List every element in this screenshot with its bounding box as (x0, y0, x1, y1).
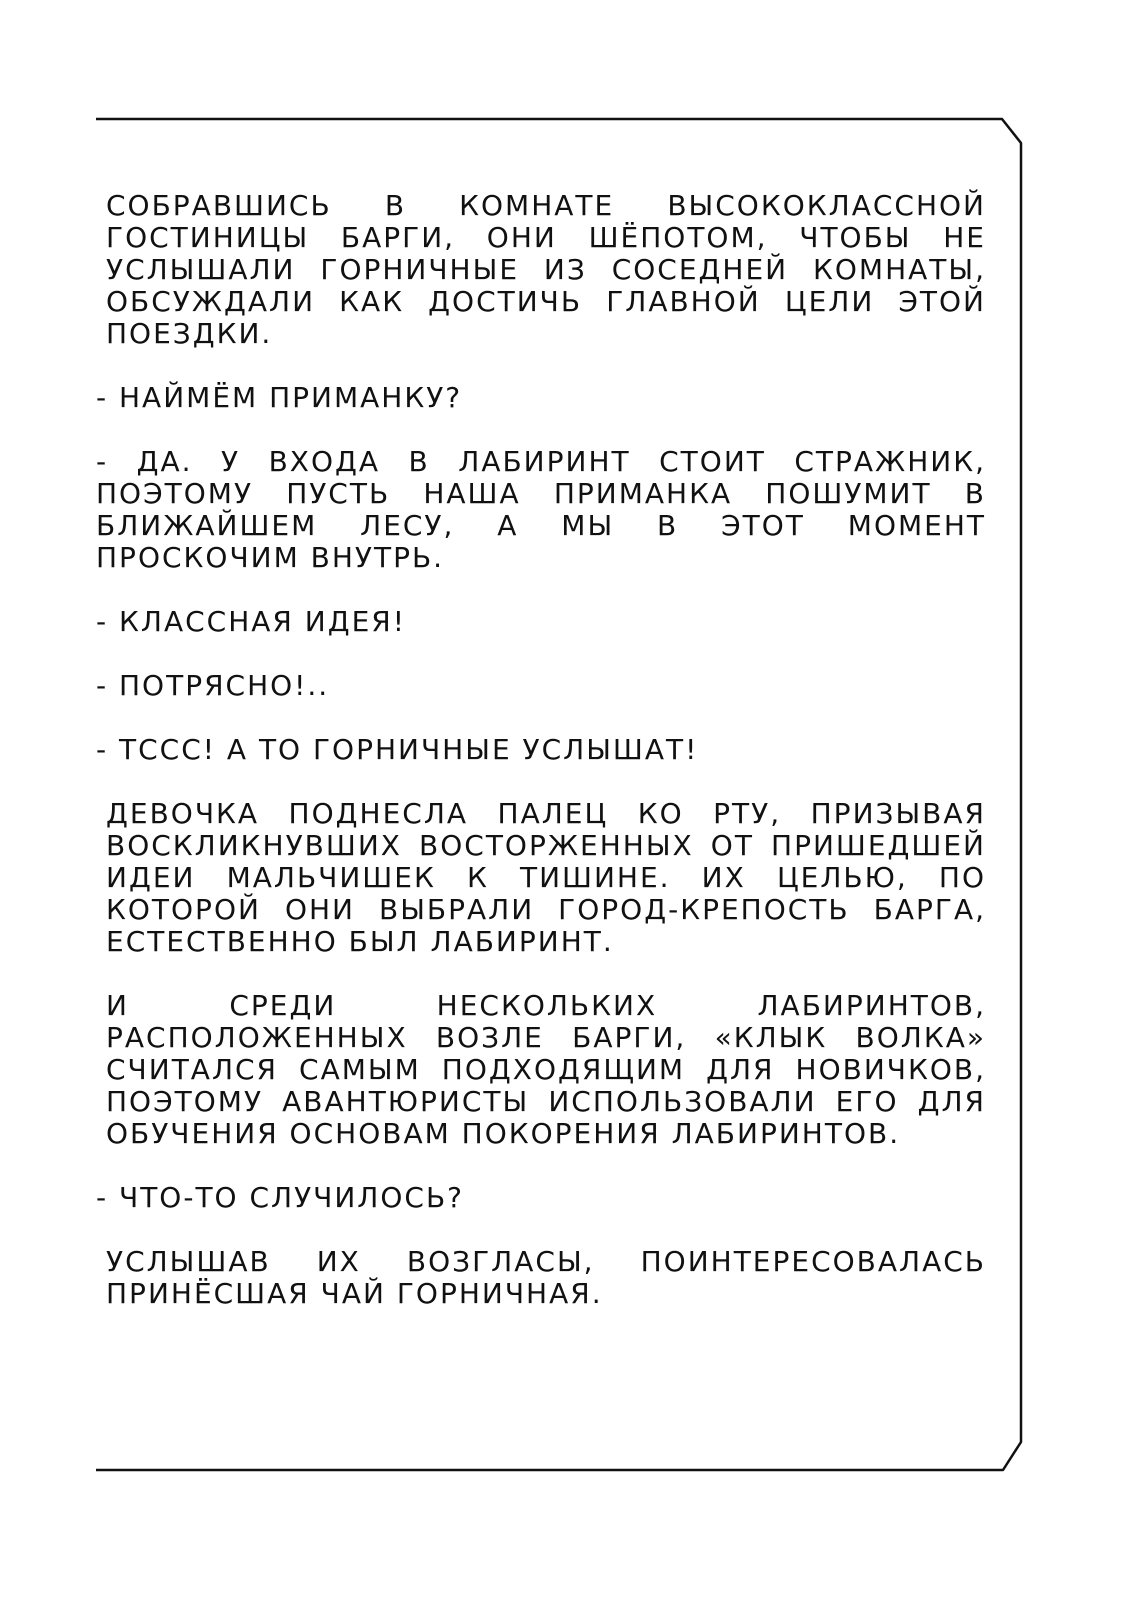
text-block (96, 189, 986, 1342)
dialog-line: - ТССС! А ТО ГОРНИЧНЫЕ УСЛЫШАТ! (96, 733, 699, 766)
narration-paragraph: СОБРАВШИСЬ В КОМНАТЕ ВЫСОКОКЛАССНОЙ ГОСТИНИЦЫ БАРГИ, ОНИ ШЁПОТОМ, ЧТОБЫ НЕ УСЛЫШАЛИ ГОРНИЧНЫЕ ИЗ СОСЕДНЕЙ КОМНАТЫ, ОБСУЖДАЛИ КАК ДОСТИЧЬ ГЛАВНОЙ ЦЕЛИ ЭТОЙ ПОЕЗДКИ. (106, 189, 986, 350)
dialog-line: - КЛАССНАЯ ИДЕЯ! (96, 605, 406, 638)
narration-paragraph: ДЕВОЧКА ПОДНЕСЛА ПАЛЕЦ КО РТУ, ПРИЗЫВАЯ ВОСКЛИКНУВШИХ ВОСТОРЖЕННЫХ ОТ ПРИШЕДШЕЙ ИДЕИ МАЛЬЧИШЕК К ТИШИНЕ. ИХ ЦЕЛЬЮ, ПО КОТОРОЙ ОНИ ВЫБРАЛИ ГОРОД-КРЕПОСТЬ БАРГА, ЕСТЕСТВЕННО БЫЛ ЛАБИРИНТ. (106, 797, 986, 958)
narration-paragraph: УСЛЫШАВ ИХ ВОЗГЛАСЫ, ПОИНТЕРЕСОВАЛАСЬ ПРИНЁСШАЯ ЧАЙ ГОРНИЧНАЯ. (106, 1245, 986, 1310)
narration-paragraph: И СРЕДИ НЕСКОЛЬКИХ ЛАБИРИНТОВ, РАСПОЛОЖЕННЫХ ВОЗЛЕ БАРГИ, «КЛЫК ВОЛКА» СЧИТАЛСЯ САМЫМ ПОДХОДЯЩИМ ДЛЯ НОВИЧКОВ, ПОЭТОМУ АВАНТЮРИСТЫ ИСПОЛЬЗОВАЛИ ЕГО ДЛЯ ОБУЧЕНИЯ ОСНОВАМ ПОКОРЕНИЯ ЛАБИРИНТОВ. (106, 989, 986, 1150)
dialog-line: - ДА. У ВХОДА В ЛАБИРИНТ СТОИТ СТРАЖНИК, ПОЭТОМУ ПУСТЬ НАША ПРИМАНКА ПОШУМИТ В БЛИЖАЙШЕМ ЛЕСУ, А МЫ В ЭТОТ МОМЕНТ ПРОСКОЧИМ ВНУТРЬ. (96, 445, 986, 574)
dialog-line: - ЧТО-ТО СЛУЧИЛОСЬ? (96, 1181, 465, 1214)
dialog-line: - ПОТРЯСНО!.. (96, 669, 330, 702)
dialog-line: - НАЙМЁМ ПРИМАНКУ? (96, 381, 463, 414)
